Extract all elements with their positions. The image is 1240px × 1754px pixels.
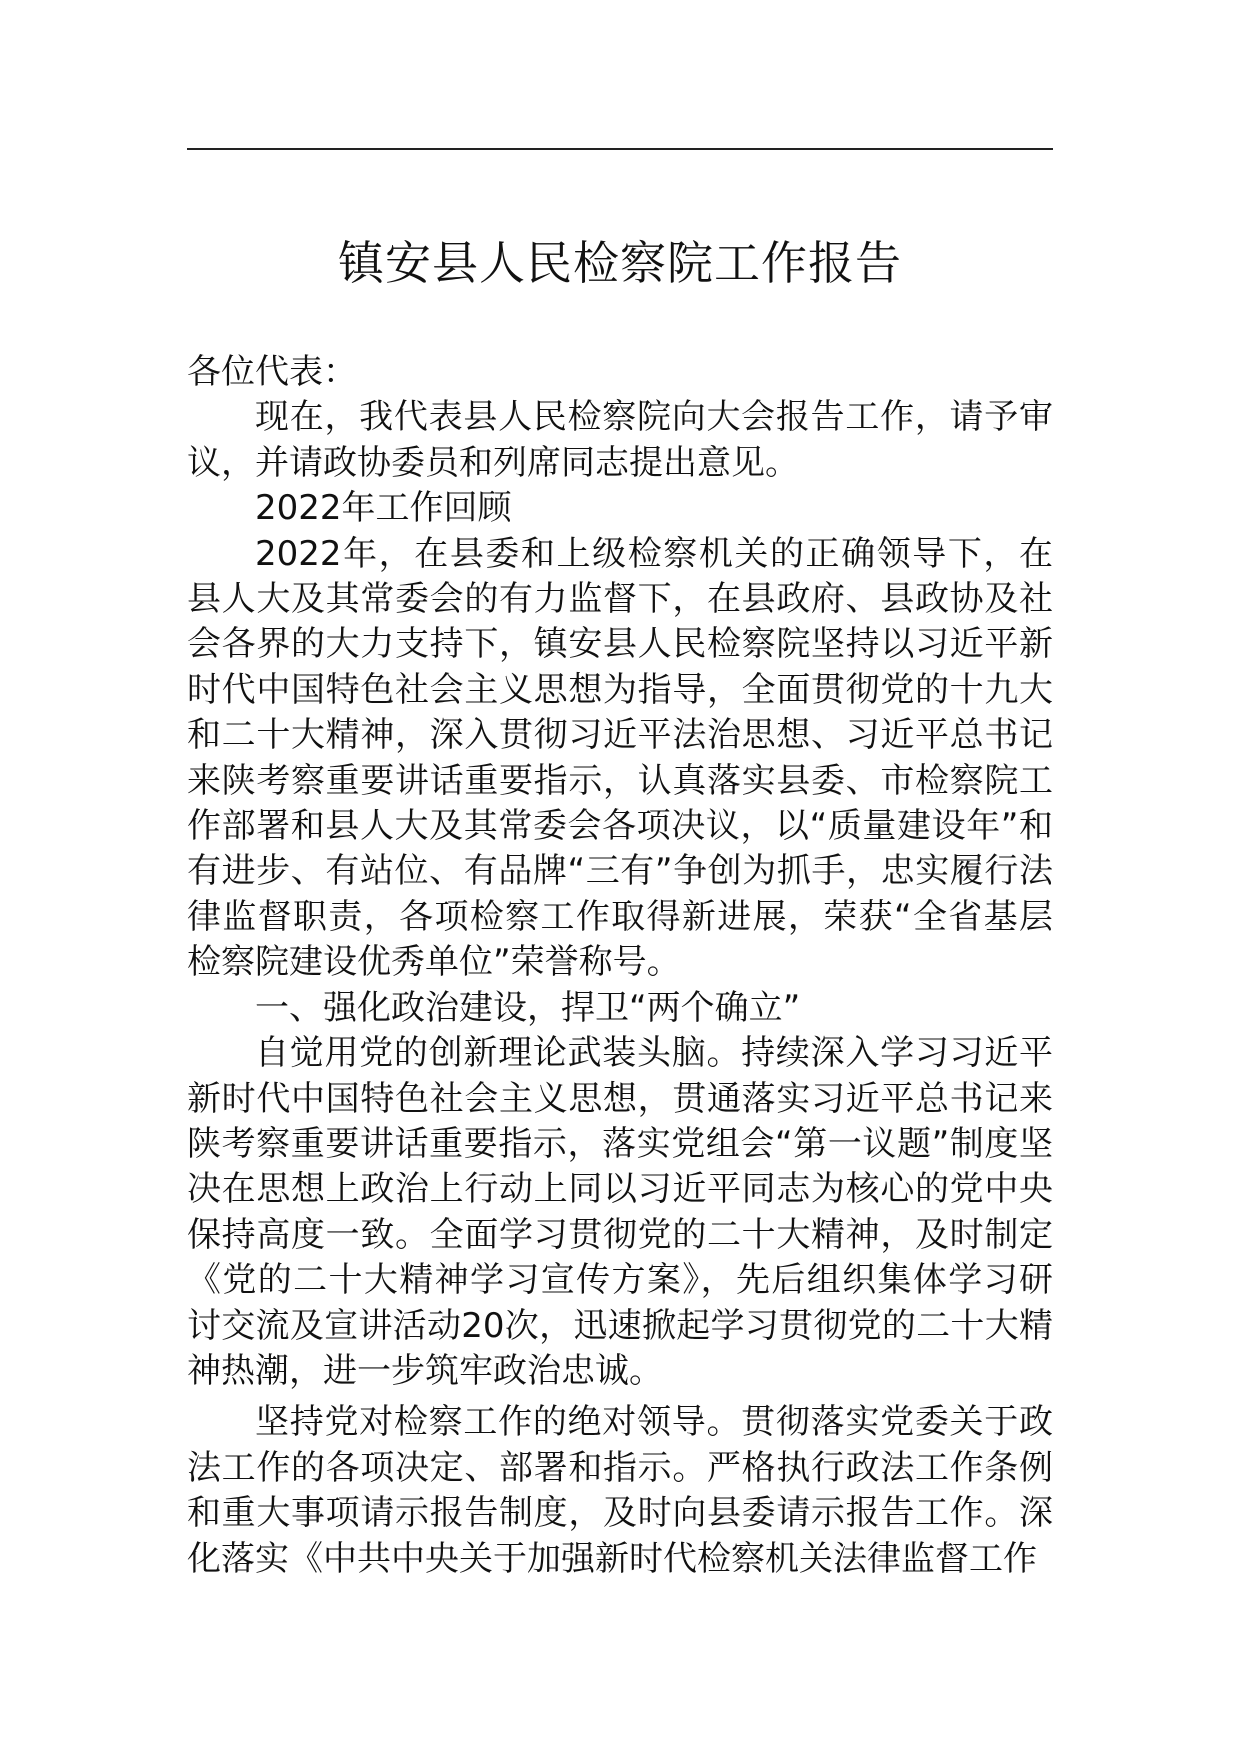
document-body bbox=[187, 350, 1053, 1582]
paragraph-intro: 现在，我代表县人民检察院向大会报告工作，请予审议，并请政协委员和列席同志提出意见。 bbox=[187, 397, 1053, 483]
paragraph-leadership: 坚持党对检察工作的绝对领导。贯彻落实党委关于政法工作的各项决定、部署和指示。严格执行政法工作条例和重大事项请示报告制度，及时向县委请示报告工作。深化落实《中共中央关于加强新时代检察机关法律监督工作 bbox=[187, 1402, 1053, 1579]
header-rule bbox=[187, 148, 1053, 150]
document-title: 镇安县人民检察院工作报告 bbox=[338, 236, 902, 290]
paragraph-review: 2022年，在县委和上级检察机关的正确领导下，在县人大及其常委会的有力监督下，在县政府、县政协及社会各界的大力支持下，镇安县人民检察院坚持以习近平新时代中国特色社会主义思想为指导，全面贯彻党的十九大和二十大精神，深入贯彻习近平法治思想、习近平总书记来陕考察重要讲话重要指示，认真落实县委、市检察院工作部署和县人大及其常委会各项决议，以“质量建设年”和有进步、有站位、有品牌“三有”争创为抓手，忠实履行法律监督职责，各项检察工作取得新进展，荣获“全省基层检察院建设优秀单位”荣誉称号。 bbox=[187, 533, 1053, 983]
section-heading-review: 2022年工作回顾 bbox=[255, 488, 512, 529]
greeting: 各位代表： bbox=[187, 352, 357, 392]
section-heading-political: 一、强化政治建设，捍卫“两个确立” bbox=[255, 987, 801, 1028]
paragraph-theory: 自觉用党的创新理论武装头脑。持续深入学习习近平新时代中国特色社会主义思想，贯通落实习近平总书记来陕考察重要讲话重要指示，落实党组会“第一议题”制度坚决在思想上政治上行动上同以习近平同志为核心的党中央保持高度一致。全面学习贯彻党的二十大精神，及时制定《党的二十大精神学习宣传方案》，先后组织集体学习研讨交流及宣讲活动20次，迅速掀起学习贯彻党的二十大精神热潮，进一步筑牢政治忠诚。 bbox=[187, 1033, 1053, 1391]
